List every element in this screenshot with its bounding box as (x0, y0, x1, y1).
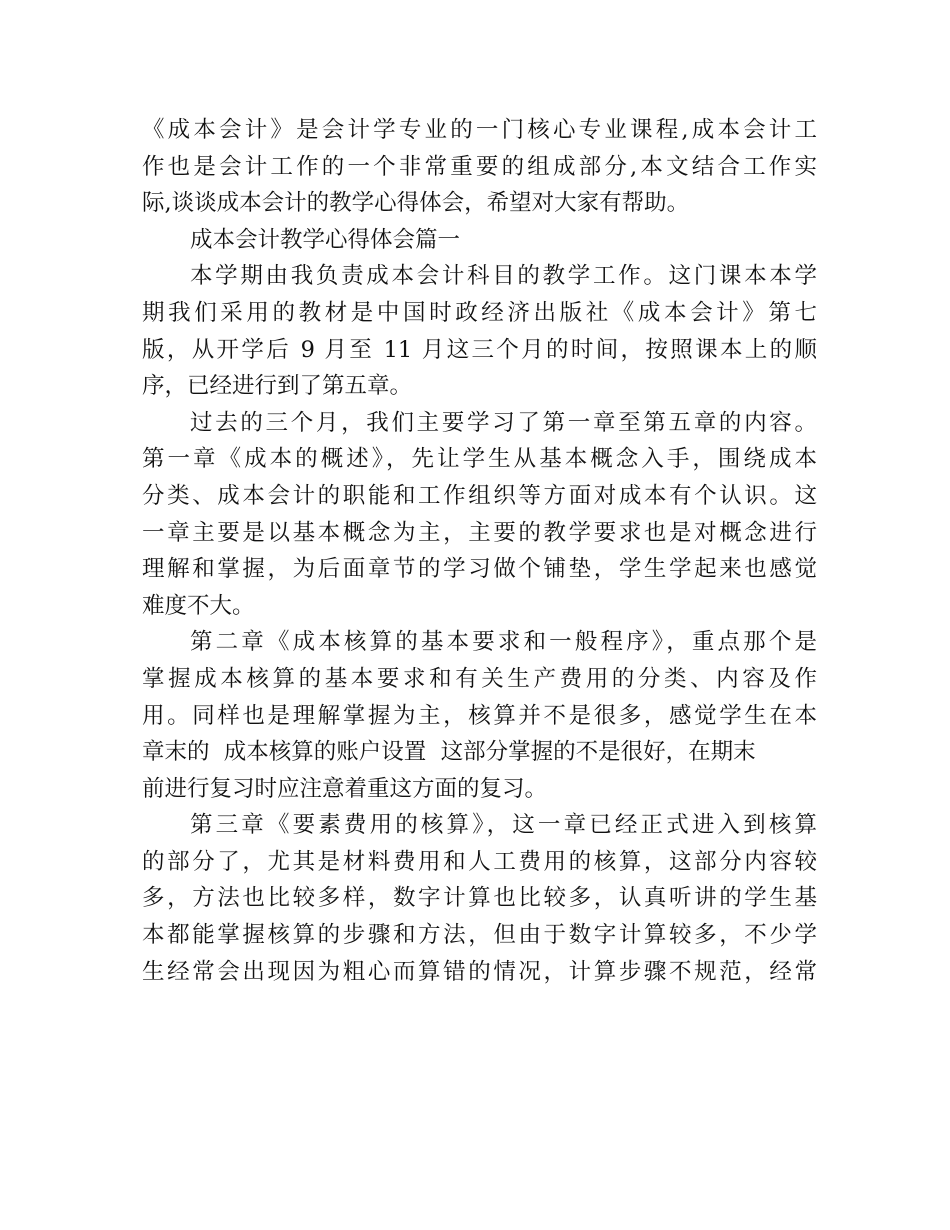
document-body (142, 112, 817, 990)
heading-line: 成本会计教学心得体会篇一 (190, 226, 461, 253)
body-paragraph (142, 405, 817, 625)
text-line: 《成本会计》是会计学专业的一门核心专业课程,成本会计工 (142, 117, 817, 143)
text-line: 难度不大。 (142, 592, 255, 619)
text-line: 章末的 成本核算的账户设置 这部分掌握的不是很好，在期末 (142, 739, 756, 766)
text-line: 前进行复习时应注意着重这方面的复习。 (142, 775, 548, 802)
text-line: 过去的三个月，我们主要学习了第一章至第五章的内容。 (190, 409, 817, 436)
text-line: 际,谈谈成本会计的教学心得体会，希望对大家有帮助。 (142, 190, 690, 217)
body-paragraph (142, 258, 817, 404)
text-line: 作也是会计工作的一个非常重要的组成部分,本文结合工作实 (142, 153, 817, 180)
text-line: 的部分了，尤其是材料费用和人工费用的核算，这部分内容较 (142, 848, 817, 875)
body-paragraph (142, 807, 817, 990)
text-line: 生经常会出现因为粗心而算错的情况，计算步骤不规范，经常 (142, 958, 817, 985)
text-line: 第二章《成本核算的基本要求和一般程序》，重点那个是 (190, 629, 817, 656)
text-line: 第三章《要素费用的核算》，这一章已经正式进入到核算 (190, 812, 817, 839)
text-line: 理解和掌握，为后面章节的学习做个铺垫，学生学起来也感觉 (142, 556, 817, 583)
body-paragraph (142, 624, 817, 807)
text-line: 版，从开学后 9 月至 11 月这三个月的时间，按照课本上的顺 (142, 336, 817, 363)
text-line: 本都能掌握核算的步骤和方法，但由于数字计算较多，不少学 (142, 922, 817, 949)
text-line: 掌握成本核算的基本要求和有关生产费用的分类、内容及作 (142, 665, 817, 692)
text-line: 分类、成本会计的职能和工作组织等方面对成本有个认识。这 (142, 482, 817, 509)
intro-paragraph (142, 112, 817, 222)
text-line: 用。同样也是理解掌握为主，核算并不是很多，感觉学生在本 (142, 702, 817, 729)
text-line: 第一章《成本的概述》，先让学生从基本概念入手，围绕成本 (142, 446, 817, 473)
text-line: 期我们采用的教材是中国时政经济出版社《成本会计》第七 (142, 299, 817, 326)
text-line: 一章主要是以基本概念为主，主要的教学要求也是对概念进行 (142, 519, 817, 546)
section-heading (142, 222, 817, 259)
text-line: 序，已经进行到了第五章。 (142, 373, 413, 400)
text-line: 多，方法也比较多样，数字计算也比较多，认真听讲的学生基 (142, 885, 817, 912)
text-line: 本学期由我负责成本会计科目的教学工作。这门课本本学 (190, 263, 817, 290)
